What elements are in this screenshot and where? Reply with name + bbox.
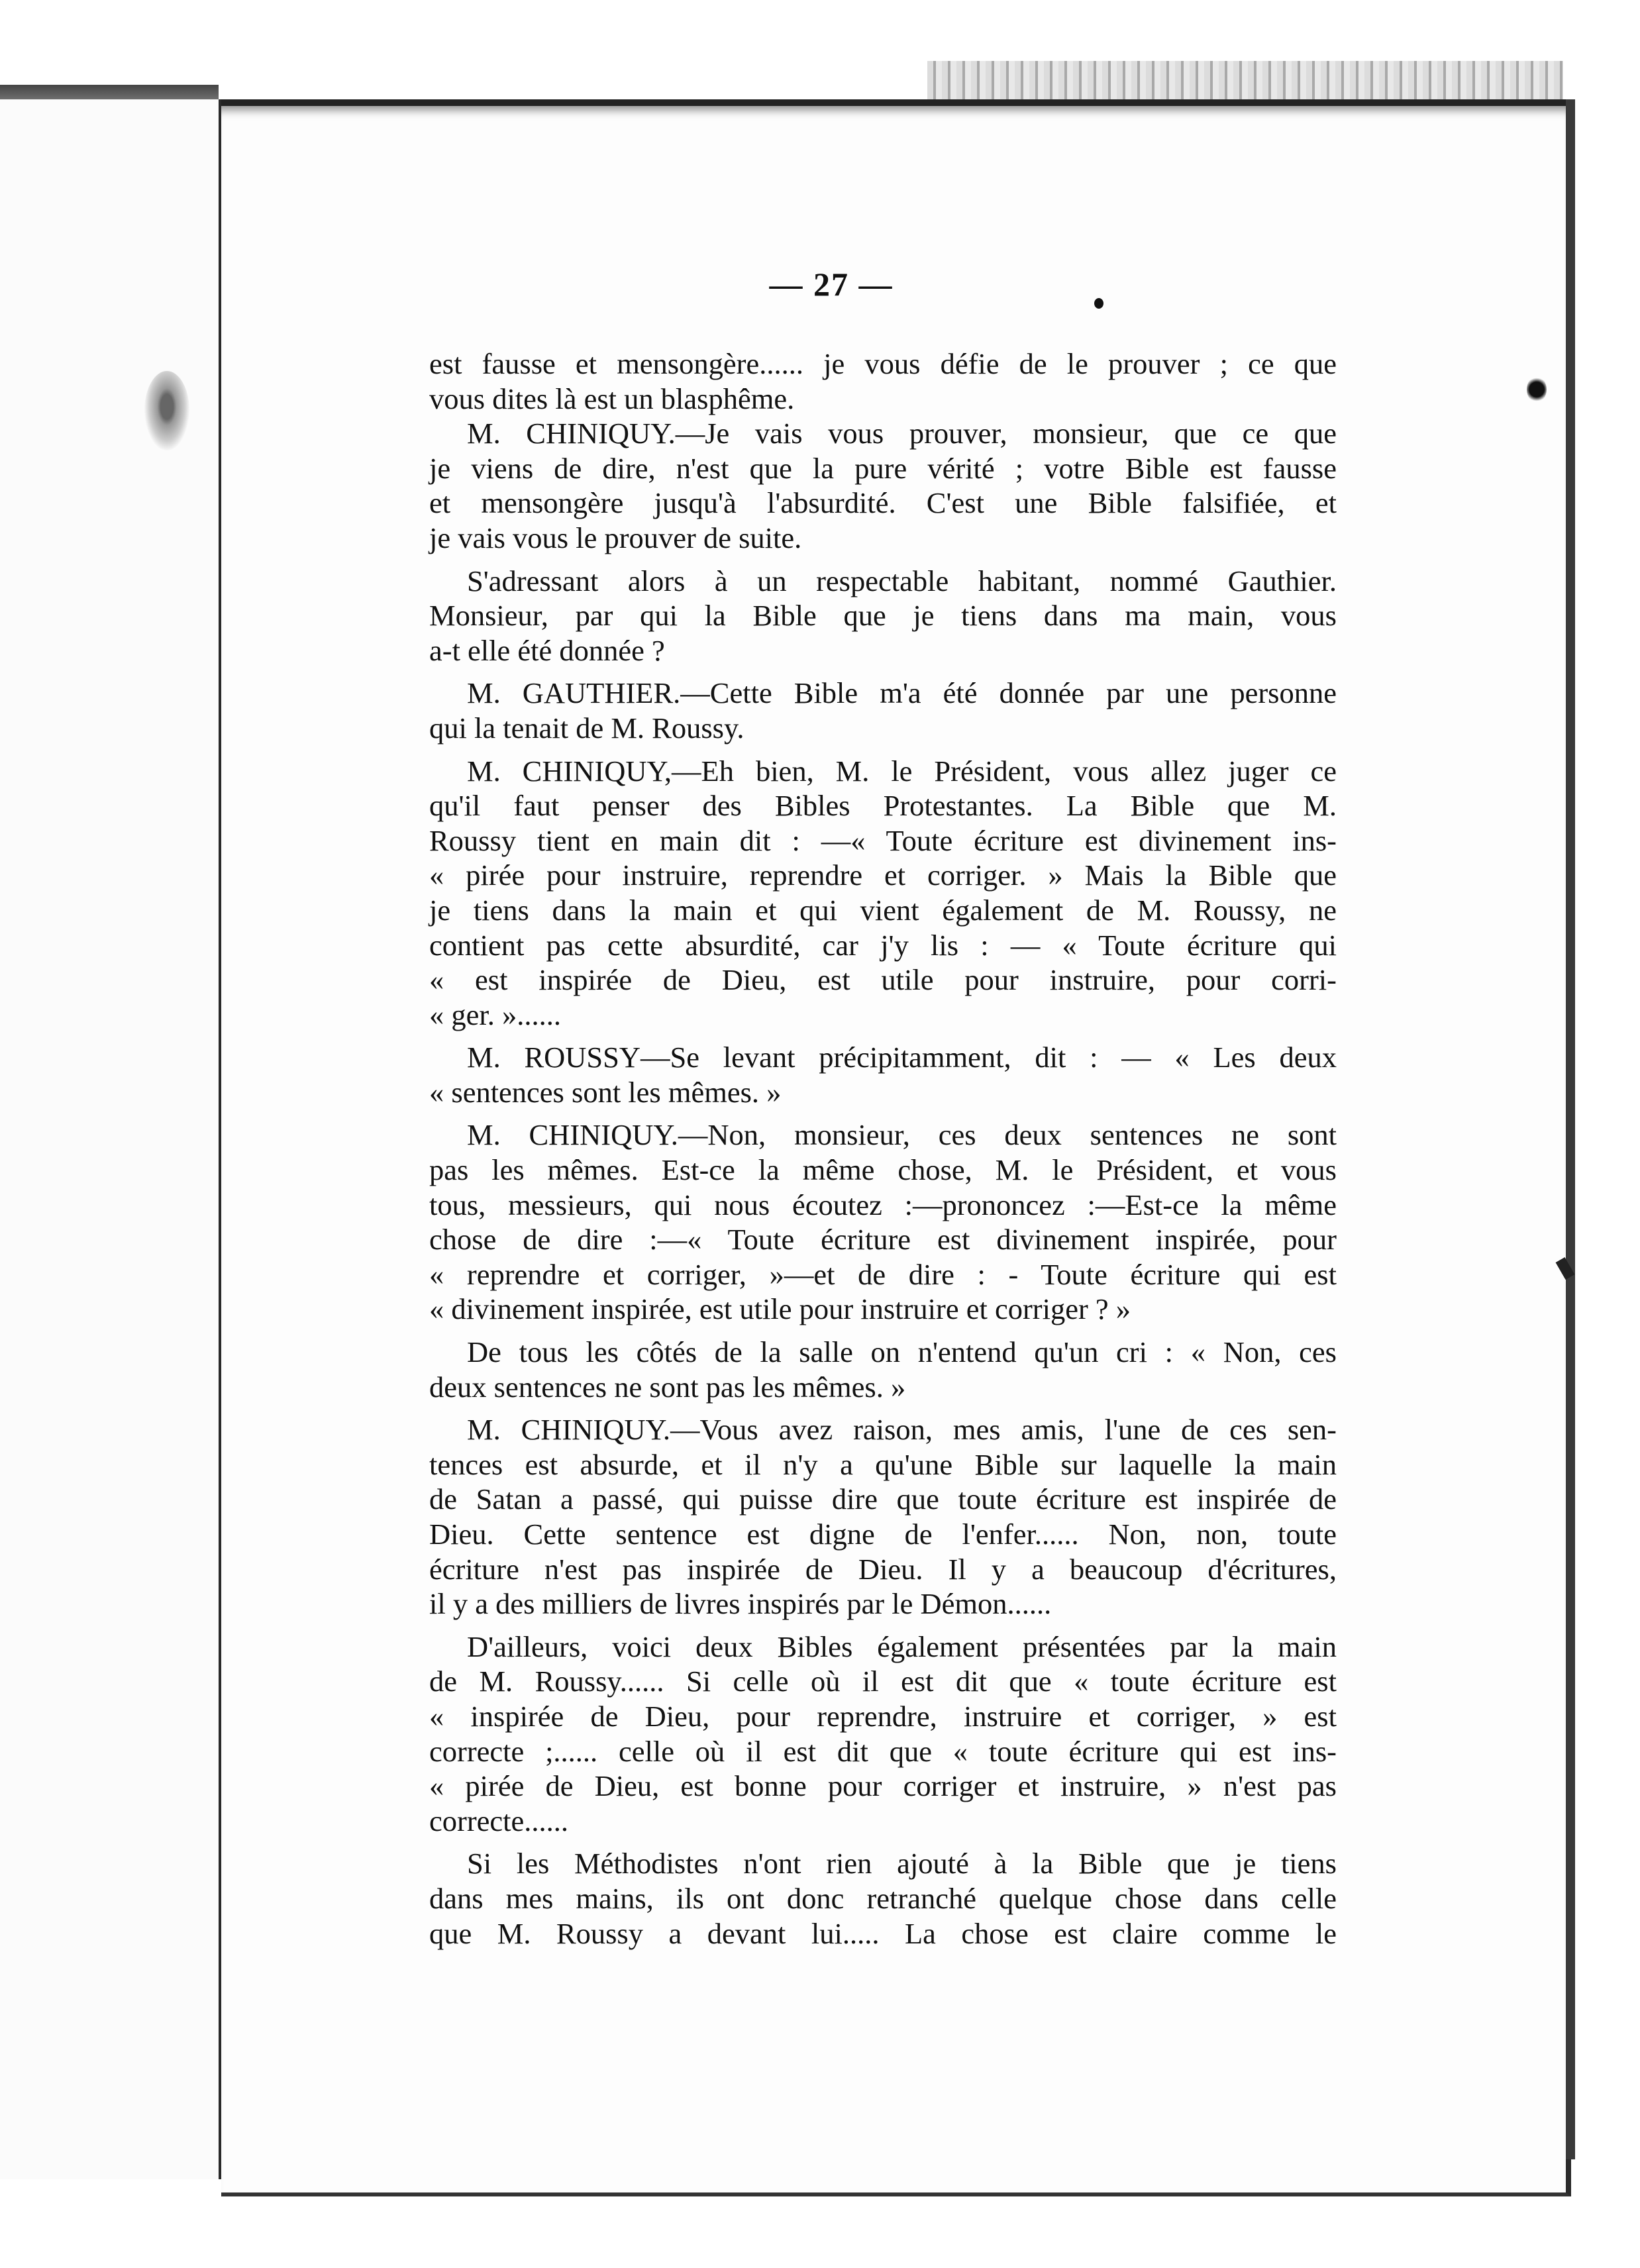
body-text [429,346,1337,1951]
text-line: deux sentences ne sont pas les mêmes. » [429,1370,906,1404]
text-line: M. CHINIQUY.—Je vais vous prouver, monsieur, que ce que [467,417,1337,450]
text-line: Si les Méthodistes n'ont rien ajouté à la Bible que je tiens [467,1847,1337,1881]
text-line: « pirée de Dieu, est bonne pour corriger et instruire, » n'est pas [429,1769,1337,1803]
text-line: Dieu. Cette sentence est digne de l'enfer...... Non, non, toute [429,1518,1337,1551]
text-line: Roussy tient en main dit : —« Toute écriture est divinement ins- [429,823,1337,857]
text-line: et mensongère jusqu'à l'absurdité. C'est une Bible falsifiée, et [429,486,1337,520]
ink-dot [1094,298,1103,309]
paragraph-gap [429,1622,1337,1629]
text-line: Monsieur, par qui la Bible que je tiens dans ma main, vous [429,599,1337,633]
text-line: écriture n'est pas inspirée de Dieu. Il y a beaucoup d'écritures, [429,1552,1337,1586]
text-line: D'ailleurs, voici deux Bibles également présentées par la main [467,1629,1337,1663]
paragraph-gap [429,556,1337,564]
page-number: — 27 — [769,266,894,303]
text-line: M. ROUSSY—Se levant précipitamment, dit : — « Les deux [467,1041,1337,1074]
text-line: M. CHINIQUY.—Vous avez raison, mes amis, l'une de ces sen- [467,1413,1337,1447]
page-right-edge [1566,99,1575,2159]
text-line: a-t elle été donnée ? [429,633,665,667]
text-line: « divinement inspirée, est utile pour instruire et corriger ? » [429,1292,1131,1326]
paragraph-gap [429,1032,1337,1040]
text-line: qu'il faut penser des Bibles Protestantes. La Bible que M. [429,789,1337,823]
text-line: qui la tenait de M. Roussy. [429,711,744,745]
text-line: il y a des milliers de livres inspirés par le Démon...... [429,1587,1052,1621]
text-line: « reprendre et corriger, »—et de dire : - Toute écriture qui est [429,1257,1337,1291]
text-line: tences est absurde, et il n'y a qu'une Bible sur laquelle la main [429,1447,1337,1481]
text-line: vous dites là est un blasphême. [429,382,795,415]
paragraph-gap [429,668,1337,676]
paragraph-gap [429,1404,1337,1412]
ink-blot-right [1527,376,1547,403]
text-line: « est inspirée de Dieu, est utile pour instruire, pour corri- [429,963,1337,997]
text-line: M. GAUTHIER.—Cette Bible m'a été donnée par une personne [467,676,1337,710]
text-line: « pirée pour instruire, reprendre et corriger. » Mais la Bible que [429,858,1337,892]
text-line: pas les mêmes. Est-ce la même chose, M. le Président, et vous [429,1153,1337,1187]
text-line: de M. Roussy...... Si celle où il est dit que « toute écriture est [429,1665,1337,1698]
paragraph-gap [429,746,1337,754]
text-line: correcte...... [429,1804,569,1837]
text-line: « sentences sont les mêmes. » [429,1075,782,1109]
text-line: je tiens dans la main et qui vient également de M. Roussy, ne [429,893,1337,927]
text-line: chose de dire :—« Toute écriture est divinement inspirée, pour [429,1223,1337,1257]
text-line: contient pas cette absurdité, car j'y lis : — « Toute écriture qui [429,928,1337,962]
text-line: de Satan a passé, qui puisse dire que toute écriture est inspirée de [429,1482,1337,1516]
text-line: De tous les côtés de la salle on n'entend qu'un cri : « Non, ces [467,1335,1337,1369]
text-line: M. CHINIQUY.—Non, monsieur, ces deux sentences ne sont [467,1118,1337,1152]
text-line: je viens de dire, n'est que la pure vérité ; votre Bible est fausse [429,451,1337,485]
paragraph-gap [429,1838,1337,1846]
text-line: est fausse et mensongère...... je vous défie de le prouver ; ce que [429,347,1337,380]
ink-blot-left [144,371,189,450]
paragraph-gap [429,1327,1337,1335]
text-line: S'adressant alors à un respectable habitant, nommé Gauthier. [467,564,1337,597]
text-line: « inspirée de Dieu, pour reprendre, instruire et corriger, » est [429,1699,1337,1733]
text-line: tous, messieurs, qui nous écoutez :—prononcez :—Est-ce la même [429,1188,1337,1221]
text-line: que M. Roussy a devant lui..... La chose est claire comme le [429,1916,1337,1950]
paragraph-gap [429,1109,1337,1117]
page-top-torn-edge [927,61,1563,105]
text-line: je vais vous le prouver de suite. [429,521,802,554]
text-line: correcte ;...... celle où il est dit que « toute écriture qui est ins- [429,1734,1337,1768]
text-line: M. CHINIQUY,—Eh bien, M. le Président, vous allez juger ce [467,754,1337,788]
text-line: « ger. »...... [429,998,561,1031]
text-line: dans mes mains, ils ont donc retranché quelque chose dans celle [429,1881,1337,1915]
